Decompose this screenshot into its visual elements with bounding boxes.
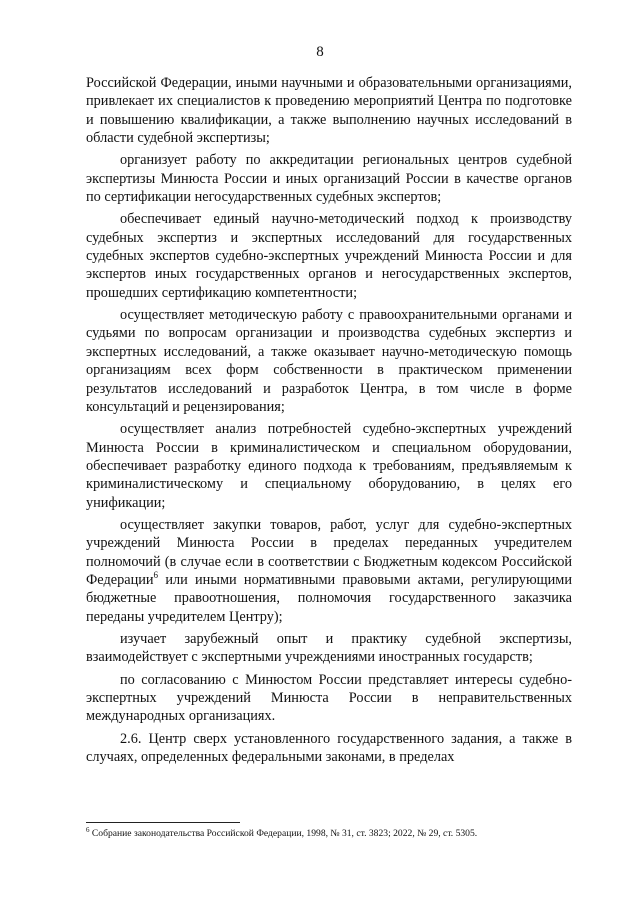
footnote-divider (86, 822, 240, 823)
paragraph-procurement (86, 516, 572, 626)
paragraph: осуществляет методическую работу с правоохранительными органами и судьями по вопросам организации и производства судебных экспертиз и экспертных исследований, а также оказывает научно-методическую помощь организациям всех форм собственности в практическом применении результатов исследований и разработок Центра, в том числе в форме консультаций и рецензирования; (86, 307, 572, 415)
paragraph: осуществляет анализ потребностей судебно-экспертных учреждений Минюста России в криминалистическом и специальном оборудовании, обеспечивает разработку единого подхода к требованиям, предъявляемым к криминалистическому и специальному оборудованию, в целях его унификации; (86, 421, 572, 511)
paragraph: 2.6. Центр сверх установленного государственного задания, а также в случаях, определенных федеральными законами, в пределах (86, 730, 572, 766)
body-text (86, 74, 572, 770)
page-number: 8 (316, 44, 324, 60)
footnote-text: Собрание законодательства Российской Федерации, 1998, № 31, ст. 3823; 2022, № 29, ст. 5305. (89, 828, 478, 839)
paragraph: Российской Федерации, иными научными и образовательными организациями, привлекает их специалистов к проведению мероприятий Центра по подготовке и повышению квалификации, а также выполнению научных исследований в области судебной экспертизы; (86, 75, 572, 147)
procurement-text-end: или иными нормативными правовыми актами, регулирующими бюджетные правоотношения, полномочия государственного заказчика переданы учредителем Центру); (86, 571, 572, 625)
paragraph: обеспечивает единый научно-методический подход к производству судебных экспертиз и экспертных исследований для государственных судебных экспертов судебно-экспертных учреждений Минюста России и для экспертов иных государственных органов и негосударственных экспертов, прошедших сертификацию компетентности; (86, 211, 572, 301)
footnote-reference: 6 (153, 570, 159, 581)
paragraph: изучает зарубежный опыт и практику судебной экспертизы, взаимодействует с экспертными учреждениями иностранных государств; (86, 630, 572, 666)
paragraph: по согласованию с Минюстом России представляет интересы судебно-экспертных учреждений Минюста России в неправительственных международных организациях. (86, 671, 572, 725)
paragraph: организует работу по аккредитации региональных центров судебной экспертизы Минюста России и иных организаций России в качестве органов по сертификации негосударственных судебных экспертов; (86, 152, 572, 206)
footnote (86, 825, 572, 840)
footnote-marker: 6 (86, 825, 90, 834)
procurement-text-start: осуществляет закупки товаров, работ, услуг для судебно-экспертных учреждений Минюста России в пределах переданных учредителем полномочий (в случае если в соответствии с Бюджетным кодексом Российской Федерации (86, 516, 572, 588)
